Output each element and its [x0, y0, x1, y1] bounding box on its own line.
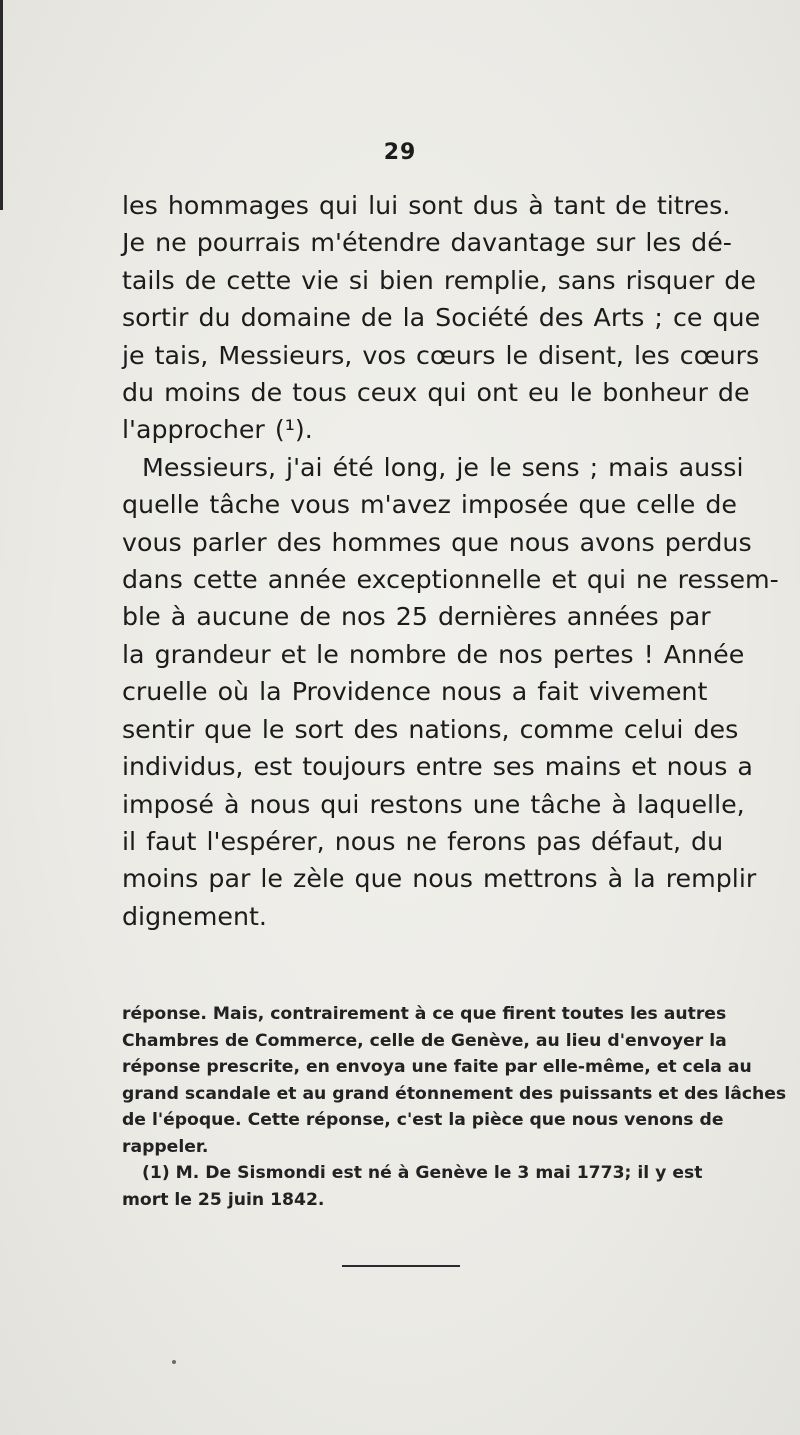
footnote-line: réponse. Mais, contrairement à ce que firent toutes les autres: [122, 1004, 727, 1024]
text-line: l'approcher (¹).: [122, 415, 313, 445]
paper-speck: [172, 1360, 176, 1364]
footnotes: [122, 1001, 787, 1213]
text-line: quelle tâche vous m'avez imposée que celle de: [122, 490, 737, 520]
text-line: tails de cette vie si bien remplie, sans risquer de: [122, 265, 756, 295]
text-line: sentir que le sort des nations, comme celui des: [122, 714, 739, 744]
text-line: du moins de tous ceux qui ont eu le bonheur de: [122, 378, 750, 408]
text-line: vous parler des hommes que nous avons perdus: [122, 527, 752, 557]
text-line: sortir du domaine de la Société des Arts ; ce que: [122, 303, 761, 333]
footnote-line: réponse prescrite, en envoya une faite par elle-même, et cela au: [122, 1057, 752, 1077]
text-line: les hommages qui lui sont dus à tant de titres.: [122, 191, 731, 220]
footnote-line: Chambres de Commerce, celle de Genève, au lieu d'envoyer la: [122, 1030, 727, 1051]
text-line: dignement.: [122, 901, 267, 931]
footnote-line: mort le 25 juin 1842.: [122, 1189, 325, 1210]
footnote-line: rappeler.: [122, 1136, 209, 1157]
page-number: 29: [383, 140, 417, 165]
text-line: cruelle où la Providence nous a fait vivement: [122, 677, 708, 707]
page-edge-shadow: [0, 0, 3, 210]
text-line: imposé à nous qui restons une tâche à laquelle,: [122, 789, 745, 819]
section-divider: [342, 1265, 460, 1267]
text-line: il faut l'espérer, nous ne ferons pas défaut, du: [122, 826, 724, 856]
text-line: individus, est toujours entre ses mains et nous a: [122, 752, 753, 782]
text-line: dans cette année exceptionnelle et qui ne ressem-: [122, 565, 779, 595]
text-line: ble à aucune de nos 25 dernières années par: [122, 602, 711, 632]
text-line: Messieurs, j'ai été long, je le sens ; mais aussi: [142, 452, 744, 482]
text-line: je tais, Messieurs, vos cœurs le disent, les cœurs: [122, 340, 760, 370]
main-text: [122, 187, 779, 935]
text-line: Je ne pourrais m'étendre davantage sur les dé-: [122, 228, 732, 258]
text-line: moins par le zèle que nous mettrons à la remplir: [122, 864, 757, 894]
text-line: la grandeur et le nombre de nos pertes ! Année: [122, 639, 745, 669]
footnote-line: de l'époque. Cette réponse, c'est la pièce que nous venons de: [122, 1110, 724, 1130]
footnote-line: grand scandale et au grand étonnement des puissants et des lâches: [122, 1083, 787, 1104]
footnote-line: (1) M. De Sismondi est né à Genève le 3 mai 1773; il y est: [142, 1163, 703, 1183]
